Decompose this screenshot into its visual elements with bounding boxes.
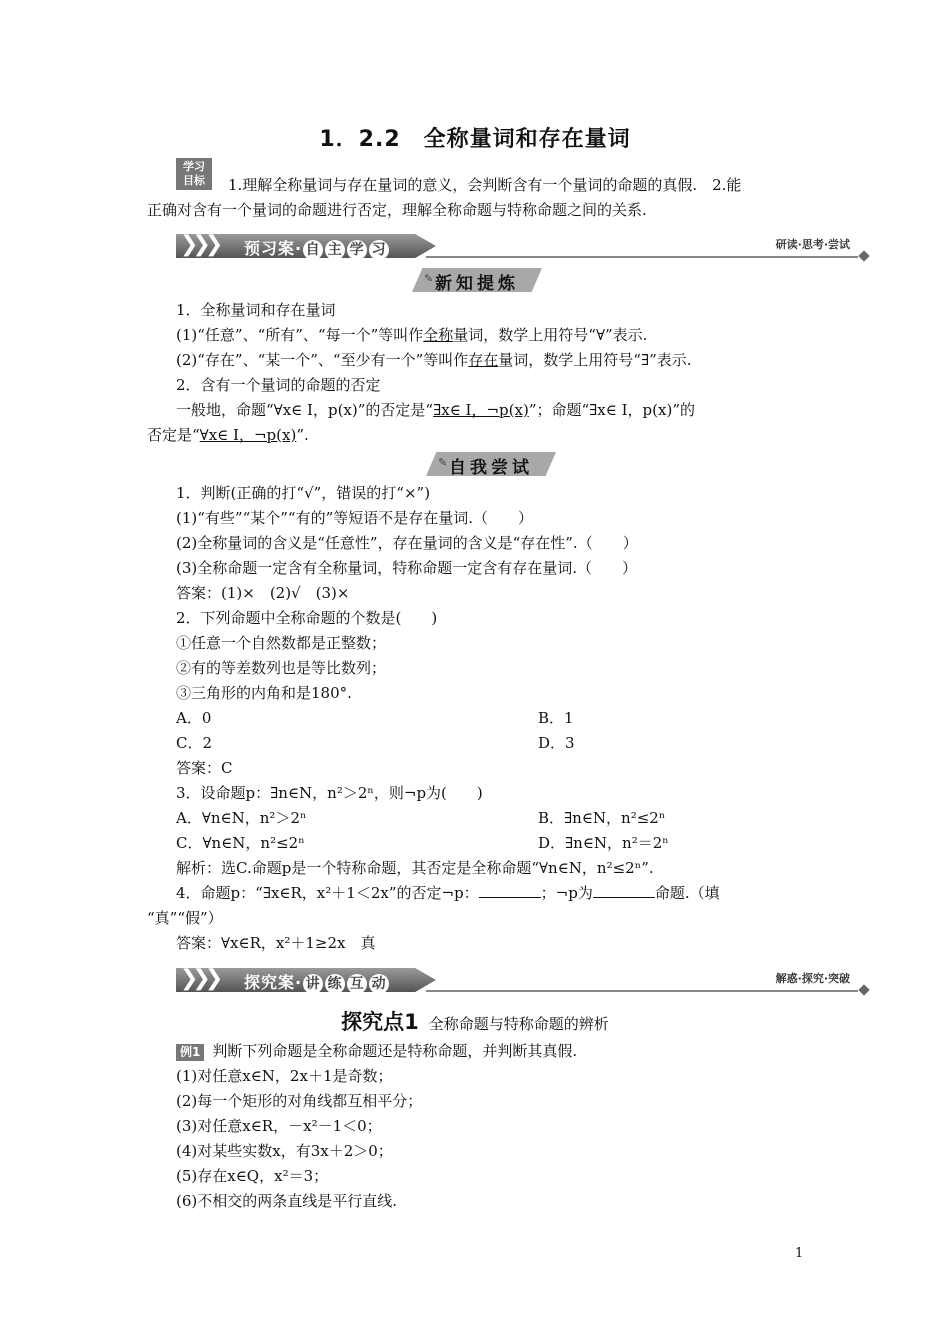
answer-1: 答案：(1)× (2)√ (3)×	[176, 584, 350, 602]
preview-banner: ❯❯❯ 预习案· 自 主 学 习 研读·思考·尝试	[176, 230, 868, 264]
option-a: A．0	[176, 709, 212, 727]
diamond-icon	[858, 984, 869, 995]
diamond-icon	[858, 250, 869, 261]
list-item: (6)不相交的两条直线是平行直线.	[176, 1192, 398, 1210]
blank-line	[479, 881, 541, 898]
answer-4: 答案：∀x∈R，x²＋1≥2x 真	[176, 934, 376, 952]
example-stem: 例1 判断下列命题是全称命题还是特称命题，并判断其真假.	[176, 1039, 577, 1064]
list-item: (2)每一个矩形的对角线都互相平分；	[176, 1092, 423, 1110]
list-item: (1)对任意x∈N，2x＋1是奇数；	[176, 1067, 393, 1085]
answer-2: 答案：C	[176, 759, 233, 777]
list-item: (4)对某些实数x，有3x＋2＞0；	[176, 1142, 393, 1160]
option-d: D．∃n∈N，n²＝2ⁿ	[538, 834, 669, 852]
section-heading-knowledge: ✎ 新知提炼	[412, 268, 542, 292]
list-item: (5)存在x∈Q，x²＝3；	[176, 1167, 329, 1185]
example-badge: 例1	[176, 1044, 204, 1061]
chevron-icon: ❯❯❯	[180, 232, 218, 257]
chevron-icon: ❯❯❯	[180, 966, 218, 991]
analysis-3: 解析：选C.命题p是一个特称命题，其否定是全称命题“∀n∈N，n²≤2ⁿ”.	[176, 859, 654, 877]
option-a: A．∀n∈N，n²＞2ⁿ	[176, 809, 307, 827]
learning-goals-badge: 学习 目标	[176, 158, 212, 190]
goals-line-2: 正确对含有一个量词的命题进行否定，理解全称命题与特称命题之间的关系.	[147, 201, 647, 219]
pen-icon: ✎	[438, 456, 448, 469]
page-title: 1．2.2 全称量词和存在量词	[319, 127, 631, 152]
pen-icon: ✎	[424, 272, 434, 285]
page-number: 1	[795, 1246, 804, 1261]
section-heading-try: ✎ 自我尝试	[426, 452, 556, 476]
explore-banner: ❯❯❯ 探究案· 讲 练 互 动 解惑·探究·突破	[176, 964, 868, 998]
option-b: B．∃n∈N，n²≤2ⁿ	[538, 809, 666, 827]
option-b: B．1	[538, 709, 574, 727]
option-d: D．3	[538, 734, 575, 752]
goals-line-1: 1.理解全称量词与存在量词的意义，会判断含有一个量词的命题的真假. 2.能	[228, 176, 742, 194]
option-c: C．∀n∈N，n²≤2ⁿ	[176, 834, 305, 852]
list-item: (3)对任意x∈R，－x²－1＜0；	[176, 1117, 382, 1135]
option-c: C．2	[176, 734, 213, 752]
explore-point-heading: 探究点1 全称命题与特称命题的辨析	[341, 1010, 609, 1034]
blank-line	[593, 881, 655, 898]
